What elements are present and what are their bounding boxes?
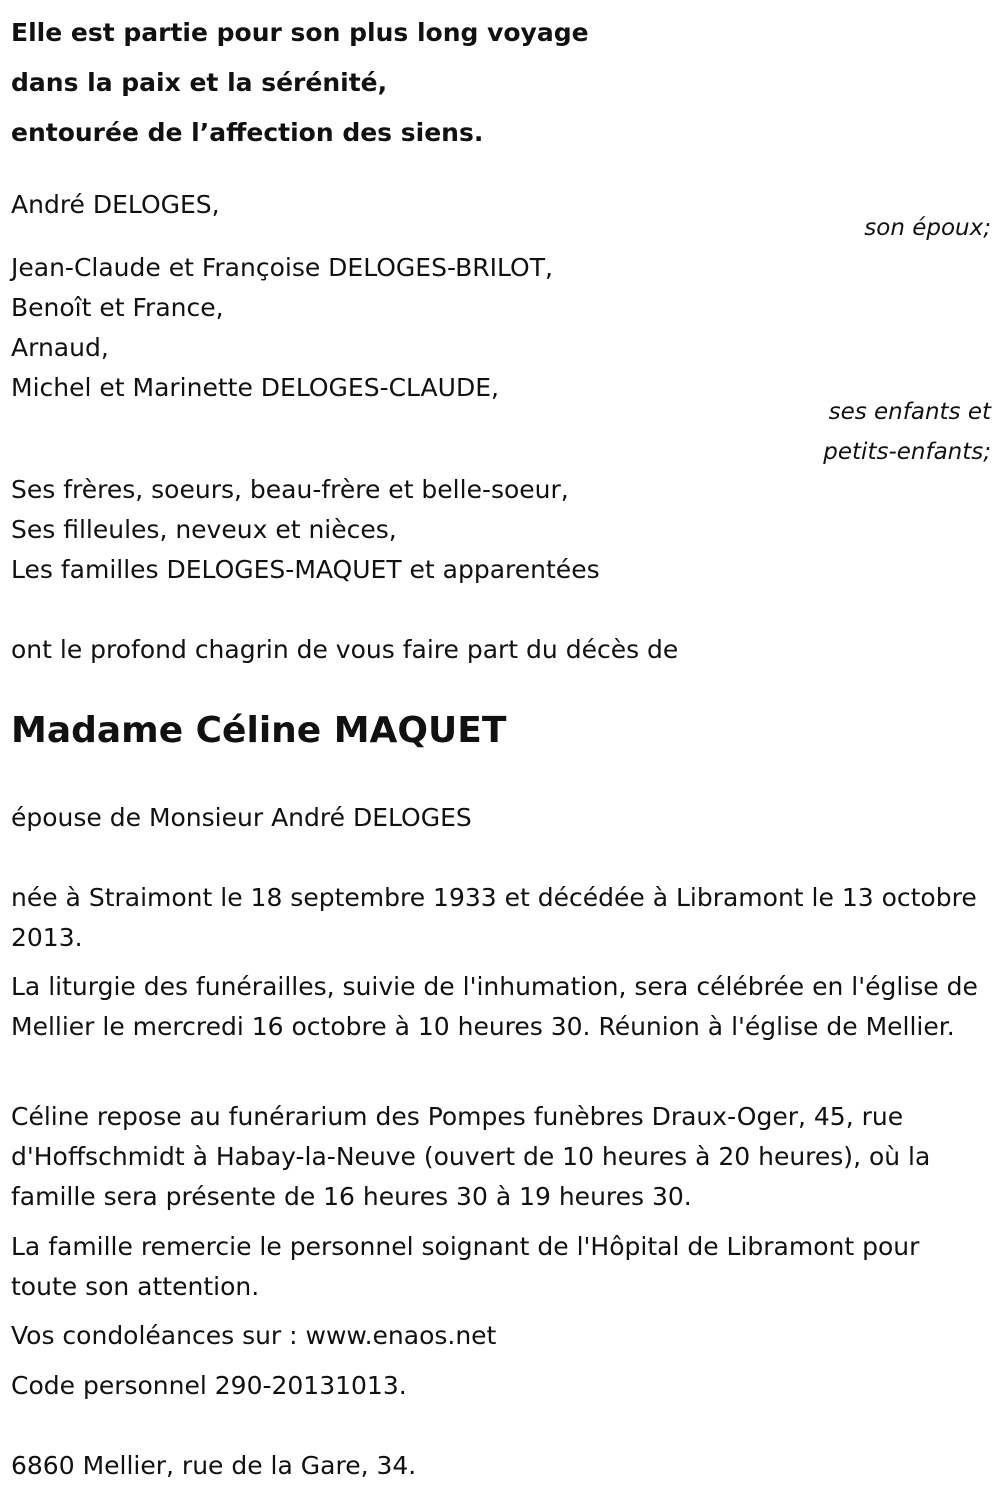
personal-code: Code personnel 290-20131013. bbox=[11, 1371, 407, 1400]
children-role-line1: ses enfants et bbox=[828, 399, 991, 425]
spouse-role: son époux; bbox=[864, 215, 991, 241]
intro-verse bbox=[11, 8, 589, 158]
intro-line: Elle est partie pour son plus long voyage bbox=[11, 18, 589, 47]
family-line: Ses filleules, neveux et nièces, bbox=[11, 515, 397, 544]
birth-death-paragraph: née à Straimont le 18 septembre 1933 et décédée à Libramont le 13 octobre 2013. bbox=[11, 883, 977, 952]
child-line: Arnaud, bbox=[11, 333, 109, 362]
deceased-name: Madame Céline MAQUET bbox=[11, 710, 507, 751]
condolences-line: Vos condoléances sur : www.enaos.net bbox=[11, 1321, 497, 1350]
child-line: Benoît et France, bbox=[11, 293, 224, 322]
liturgy-paragraph: La liturgie des funérailles, suivie de l'inhumation, sera célébrée en l'église de Mellier le mercredi 16 octobre à 10 heures 30. Réunion à l'église de Mellier. bbox=[11, 972, 978, 1041]
family-line: Les familles DELOGES-MAQUET et apparentées bbox=[11, 555, 600, 584]
intro-line: dans la paix et la sérénité, bbox=[11, 68, 388, 97]
spouse-name: André DELOGES, bbox=[11, 190, 220, 219]
intro-line: entourée de l’affection des siens. bbox=[11, 118, 484, 147]
spouse-of: épouse de Monsieur André DELOGES bbox=[11, 803, 472, 832]
children-role-line2: petits-enfants; bbox=[823, 439, 991, 465]
child-line: Jean-Claude et Françoise DELOGES-BRILOT, bbox=[11, 253, 553, 282]
announcement: ont le profond chagrin de vous faire part du décès de bbox=[11, 635, 679, 664]
family-line: Ses frères, soeurs, beau-frère et belle-soeur, bbox=[11, 475, 569, 504]
child-line: Michel et Marinette DELOGES-CLAUDE, bbox=[11, 373, 499, 402]
thanks-paragraph: La famille remercie le personnel soignant de l'Hôpital de Libramont pour toute son attention. bbox=[11, 1232, 920, 1301]
funerarium-paragraph: Céline repose au funérarium des Pompes funèbres Draux-Oger, 45, rue d'Hoffschmidt à Habay-la-Neuve (ouvert de 10 heures à 20 heures), où la famille sera présente de 16 heures 30 à 19 heures 30. bbox=[11, 1102, 931, 1211]
address: 6860 Mellier, rue de la Gare, 34. bbox=[11, 1451, 417, 1480]
